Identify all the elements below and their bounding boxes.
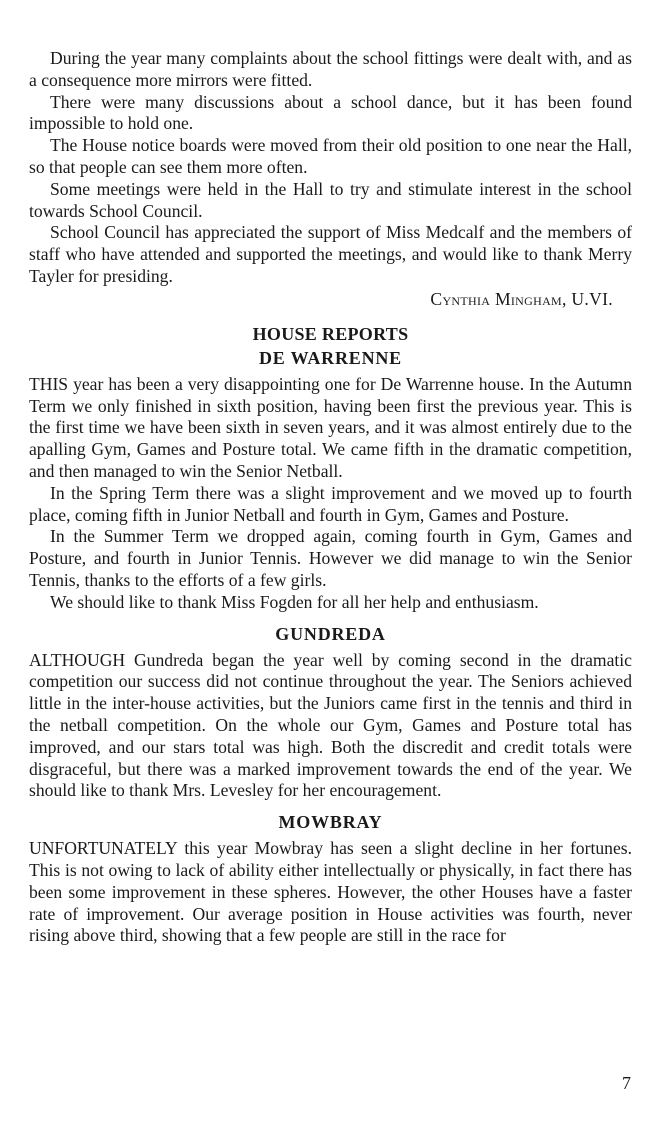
- signature: [29, 288, 613, 310]
- council-paragraph: The House notice boards were moved from their old position to one near the Hall, so that people can see them more often.: [29, 135, 632, 177]
- signature-form: U.VI.: [571, 288, 613, 309]
- mowbray-report: [29, 811, 632, 947]
- de-warrenne-heading: DE WARRENNE: [259, 347, 402, 368]
- page-number: 7: [622, 1073, 631, 1093]
- gundreda-heading: GUNDREDA: [275, 623, 386, 644]
- house-reports-title: HOUSE REPORTS: [252, 323, 409, 344]
- council-paragraph: There were many discussions about a school dance, but it has been found impossible to hold one.: [29, 91, 632, 134]
- mowbray-heading: MOWBRAY: [278, 812, 383, 833]
- de-warrenne-paragraph: We should like to thank Miss Fogden for all her help and enthusiasm.: [50, 591, 539, 612]
- signature-name: Cynthia Mingham,: [430, 288, 567, 309]
- council-paragraph: During the year many complaints about the school fittings were dealt with, and as a consequence more mirrors were fitted.: [29, 48, 632, 90]
- council-paragraph: Some meetings were held in the Hall to try and stimulate interest in the school towards School Council.: [29, 178, 632, 221]
- school-council-report: [29, 48, 632, 310]
- gundreda-paragraph: ALTHOUGH Gundreda began the year well by coming second in the dramatic competition our success did not continue throughout the year. The Seniors achieved little in the inter-house activities, but the Juniors came first in the tennis and third in the netball competition. On the whole our Gym, Games and Posture total has improved, and our stars total was high. Both the discredit and credit totals were disgraceful, but there was a marked improvement towards the end of the year. We should like to thank Mrs. Levesley for her encouragement.: [29, 649, 632, 801]
- de-warrenne-paragraph: In the Summer Term we dropped again, coming fourth in Gym, Games and Posture, and fourth in Junior Tennis. However we did manage to win the Senior Tennis, thanks to the efforts of a few girls.: [29, 526, 632, 590]
- de-warrenne-report: [29, 347, 632, 614]
- de-warrenne-paragraph: THIS year has been a very disappointing one for De Warrenne house. In the Autumn Term we only finished in sixth position, having been first the previous year. This is the first time we have been sixth in seven years, and it was almost entirely due to the apalling Gym, Games and Posture total. We came fifth in the dramatic competition, and then managed to win the Senior Netball.: [29, 373, 632, 481]
- de-warrenne-paragraph: In the Spring Term there was a slight improvement and we moved up to fourth place, coming fifth in Junior Netball and fourth in Gym, Games and Posture.: [29, 482, 632, 525]
- gundreda-report: [29, 623, 632, 803]
- mowbray-paragraph: UNFORTUNATELY this year Mowbray has seen a slight decline in her fortunes. This is not owing to lack of ability either intellectually or physically, in fact there has been some improvement in these spheres. However, the other Houses have a faster rate of improvement. Our average position in House activities was fourth, never rising above third, showing that a few people are still in the race for: [29, 838, 632, 946]
- council-paragraph: School Council has appreciated the support of Miss Medcalf and the members of staff who have attended and supported the meetings, and would like to thank Merry Tayler for presiding.: [29, 222, 632, 286]
